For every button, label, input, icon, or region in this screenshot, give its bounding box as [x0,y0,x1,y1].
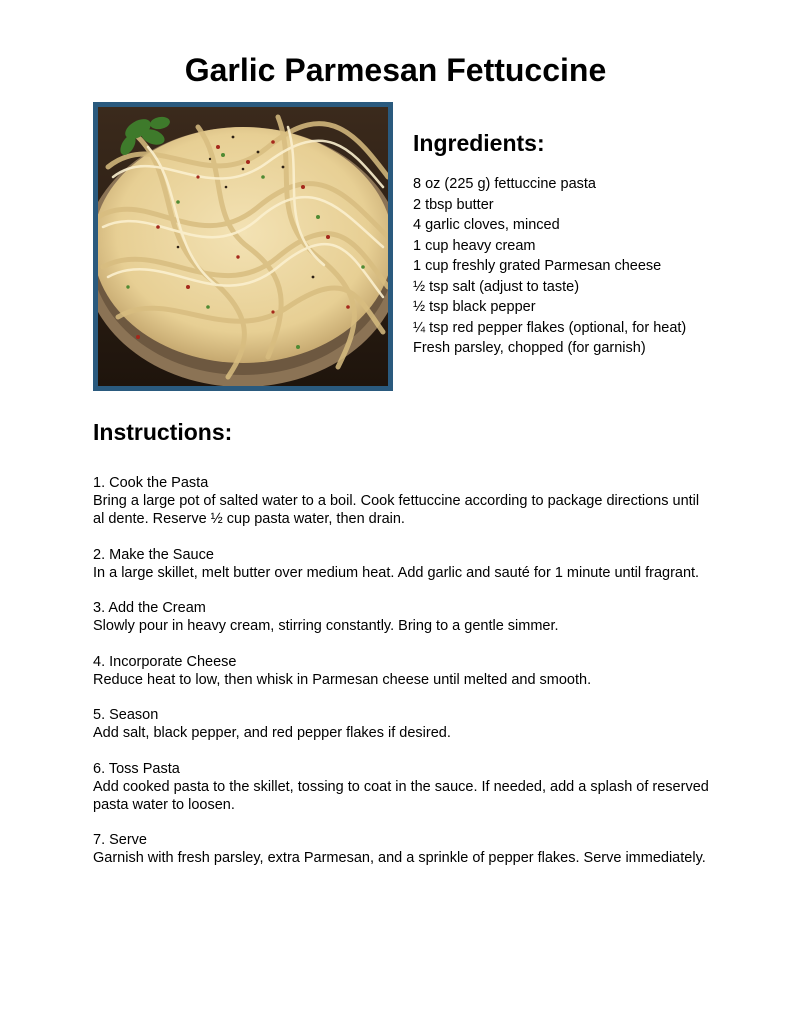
instruction-step [93,831,713,867]
ingredient-item: 2 tbsp butter [413,196,494,213]
step-text: Add cooked pasta to the skillet, tossing to coat in the sauce. If needed, add a splash of reserved pasta water to loosen. [93,778,709,813]
step-title: 6. Toss Pasta [93,760,180,777]
step-text: In a large skillet, melt butter over medium heat. Add garlic and sauté for 1 minute until fragrant. [93,564,700,581]
ingredients-heading: Ingredients: [413,130,545,156]
ingredient-item: ½ tsp salt (adjust to taste) [413,278,580,295]
step-text: Garnish with fresh parsley, extra Parmesan, and a sprinkle of pepper flakes. Serve immediately. [93,850,706,866]
ingredient-item: ¼ tsp red pepper flakes (optional, for heat) [413,319,687,336]
instruction-step [93,546,713,582]
instruction-step [93,706,713,742]
step-title: 4. Incorporate Cheese [93,653,237,670]
ingredient-item: 4 garlic cloves, minced [413,217,560,233]
step-title: 2. Make the Sauce [93,546,214,563]
instruction-steps [93,474,713,885]
instructions-heading: Instructions: [93,419,233,445]
fettuccine-photo-illustration [98,107,388,386]
instruction-step [93,599,713,635]
step-text: Slowly pour in heavy cream, stirring constantly. Bring to a gentle simmer. [93,618,559,634]
instruction-step [93,760,713,814]
recipe-title: Garlic Parmesan Fettuccine [184,52,607,88]
step-text: Reduce heat to low, then whisk in Parmesan cheese until melted and smooth. [93,671,592,688]
step-text: Bring a large pot of salted water to a boil. Cook fettuccine according to package directions until al dente. Reserve ½ cup pasta water, then drain. [93,493,700,527]
step-title: 3. Add the Cream [93,600,206,616]
ingredient-item: Fresh parsley, chopped (for garnish) [413,340,646,356]
step-title: 7. Serve [93,832,147,848]
ingredient-item: 8 oz (225 g) fettuccine pasta [413,176,596,192]
step-text: Add salt, black pepper, and red pepper flakes if desired. [93,725,451,741]
ingredient-item: 1 cup freshly grated Parmesan cheese [413,258,662,274]
ingredient-item: 1 cup heavy cream [413,237,536,254]
recipe-photo [93,102,393,391]
step-title: 5. Season [93,707,159,723]
instruction-step [93,653,713,689]
step-title: 1. Cook the Pasta [93,475,209,491]
ingredient-item: ½ tsp black pepper [413,299,536,315]
ingredient-list [413,174,686,359]
instruction-step [93,474,713,528]
